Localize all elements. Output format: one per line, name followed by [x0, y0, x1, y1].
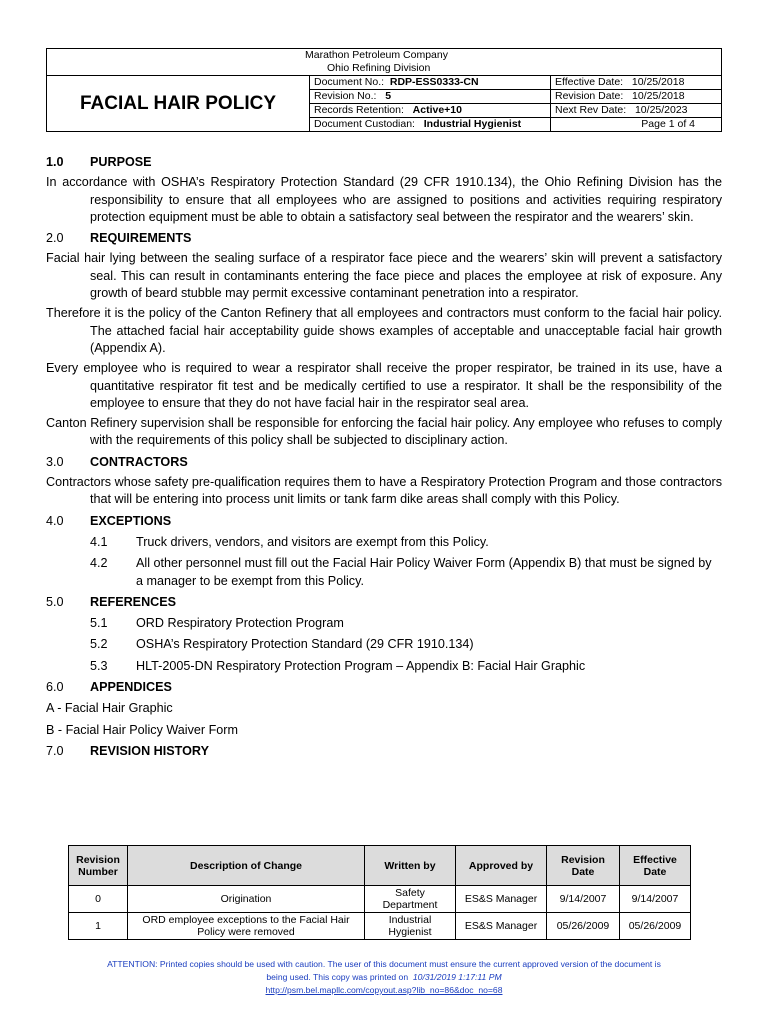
- section-heading-exceptions: 4.0 EXCEPTIONS: [46, 513, 172, 528]
- document-number: Document No.: RDP-ESS0333-CN: [310, 76, 551, 90]
- purpose-paragraph: In accordance with OSHA’s Respiratory Protection Standard (29 CFR 1910.134), the Ohio Refining Division has the responsibility to ensure that all employees who are assigned to positions and activities requiring respiratory protection equipment must be able to obtain a satisfactory seal between the respirator and the wearers’ skin.: [46, 175, 722, 224]
- table-cell: Industrial Hygienist: [365, 913, 456, 940]
- table-cell: 05/26/2009: [620, 913, 691, 940]
- section-heading-appendices: 6.0 APPENDICES: [46, 680, 172, 695]
- reference-item: 5.2 OSHA’s Respiratory Protection Standard (29 CFR 1910.134): [90, 637, 474, 652]
- revision-date: Revision Date: 10/25/2018: [551, 90, 722, 104]
- table-row: [69, 886, 691, 913]
- print-footer: [46, 958, 722, 997]
- table-cell: 9/14/2007: [547, 886, 620, 913]
- requirements-paragraph-2: Therefore it is the policy of the Canton Refinery that all employees and contractors must conform to the facial hair policy. The attached facial hair acceptability guide shows examples of acceptable and unacceptable facial hair growth (Appendix A).: [46, 306, 722, 355]
- header-table: [46, 48, 722, 132]
- policy-title: FACIAL HAIR POLICY: [47, 76, 310, 132]
- effective-date: Effective Date: 10/25/2018: [551, 76, 722, 90]
- table-cell: 9/14/2007: [620, 886, 691, 913]
- section-heading-references: 5.0 REFERENCES: [46, 594, 177, 609]
- table-cell: Safety Department: [365, 886, 456, 913]
- reference-item: 5.1 ORD Respiratory Protection Program: [90, 616, 344, 631]
- table-header-row: [69, 846, 691, 886]
- company-name: Marathon Petroleum Company: [305, 49, 448, 61]
- exception-item: 4.2 All other personnel must fill out the Facial Hair Policy Waiver Form (Appendix B) that must be signed by a manager to be exempt from this Policy.: [90, 556, 712, 588]
- next-rev-date: Next Rev Date: 10/25/2023: [551, 104, 722, 118]
- document-body: [46, 150, 722, 760]
- section-heading-purpose: 1.0 PURPOSE: [46, 155, 152, 169]
- document-custodian: Document Custodian: Industrial Hygienist: [310, 118, 551, 132]
- column-header: Revision Number: [69, 846, 128, 886]
- requirements-paragraph-1: Facial hair lying between the sealing surface of a respirator face piece and the wearers’ skin will prevent a satisfactory seal. This can result in contaminants entering the face piece and places the employee at risk of exposure. Any growth of beard stubble may permit excessive contaminant penetration into a respirator.: [46, 251, 722, 301]
- section-heading-revision-history: 7.0 REVISION HISTORY: [46, 743, 209, 758]
- requirements-paragraph-3: Every employee who is required to wear a respirator shall receive the proper respirator, be trained in its use, have a quantitative respirator fit test and be medically certified to use a respirator. It shall be the responsibility of the employee to ensure that they do not have facial hair in the respirator seal area.: [46, 361, 722, 410]
- company-cell: [47, 49, 722, 63]
- printed-on-line: being used. This copy was printed on 10/31/2019 1:17:11 PM: [266, 972, 502, 982]
- table-row: [69, 913, 691, 940]
- revision-number: Revision No.: 5: [310, 90, 551, 104]
- table-cell: ORD employee exceptions to the Facial Hair Policy were removed: [128, 913, 365, 940]
- column-header: Revision Date: [547, 846, 620, 886]
- table-cell: ES&S Manager: [456, 913, 547, 940]
- page-number: Page 1 of 4: [551, 118, 722, 132]
- exception-item: 4.1 Truck drivers, vendors, and visitors are exempt from this Policy.: [90, 534, 489, 549]
- division-cell: [47, 62, 722, 76]
- printed-on-timestamp: 10/31/2019 1:17:11 PM: [412, 972, 502, 982]
- appendix-item: A - Facial Hair Graphic: [46, 701, 173, 716]
- document-url-link[interactable]: http://psm.bel.mapllc.com/copyout.asp?lib_no=86&doc_no=68: [265, 985, 503, 995]
- table-cell: 1: [69, 913, 128, 940]
- contractors-paragraph: Contractors whose safety pre-qualification requires them to have a Respiratory Protection Program and those contractors that will be entering into process unit limits or tank farm dike areas shall comply with this Policy.: [46, 475, 722, 507]
- revision-history-table: [68, 845, 691, 940]
- table-cell: ES&S Manager: [456, 886, 547, 913]
- table-cell: 05/26/2009: [547, 913, 620, 940]
- reference-item: 5.3 HLT-2005-DN Respiratory Protection Program – Appendix B: Facial Hair Graphic: [90, 658, 586, 673]
- column-header: Effective Date: [620, 846, 691, 886]
- section-heading-requirements: 2.0 REQUIREMENTS: [46, 231, 192, 246]
- records-retention: Records Retention: Active+10: [310, 104, 551, 118]
- table-cell: 0: [69, 886, 128, 913]
- column-header: Written by: [365, 846, 456, 886]
- appendix-item: B - Facial Hair Policy Waiver Form: [46, 722, 238, 737]
- column-header: Description of Change: [128, 846, 365, 886]
- requirements-paragraph-4: Canton Refinery supervision shall be responsible for enforcing the facial hair policy. Any employee who refuses to comply with the requirements of this policy shall be subjected to disciplinary action.: [46, 416, 722, 448]
- section-heading-contractors: 3.0 CONTRACTORS: [46, 454, 188, 469]
- document-header: [46, 48, 722, 134]
- attention-notice: ATTENTION: Printed copies should be used with caution. The user of this document must ensure the current approved version of the document is: [107, 959, 661, 969]
- division-name: Ohio Refining Division: [327, 62, 431, 74]
- table-cell: Origination: [128, 886, 365, 913]
- column-header: Approved by: [456, 846, 547, 886]
